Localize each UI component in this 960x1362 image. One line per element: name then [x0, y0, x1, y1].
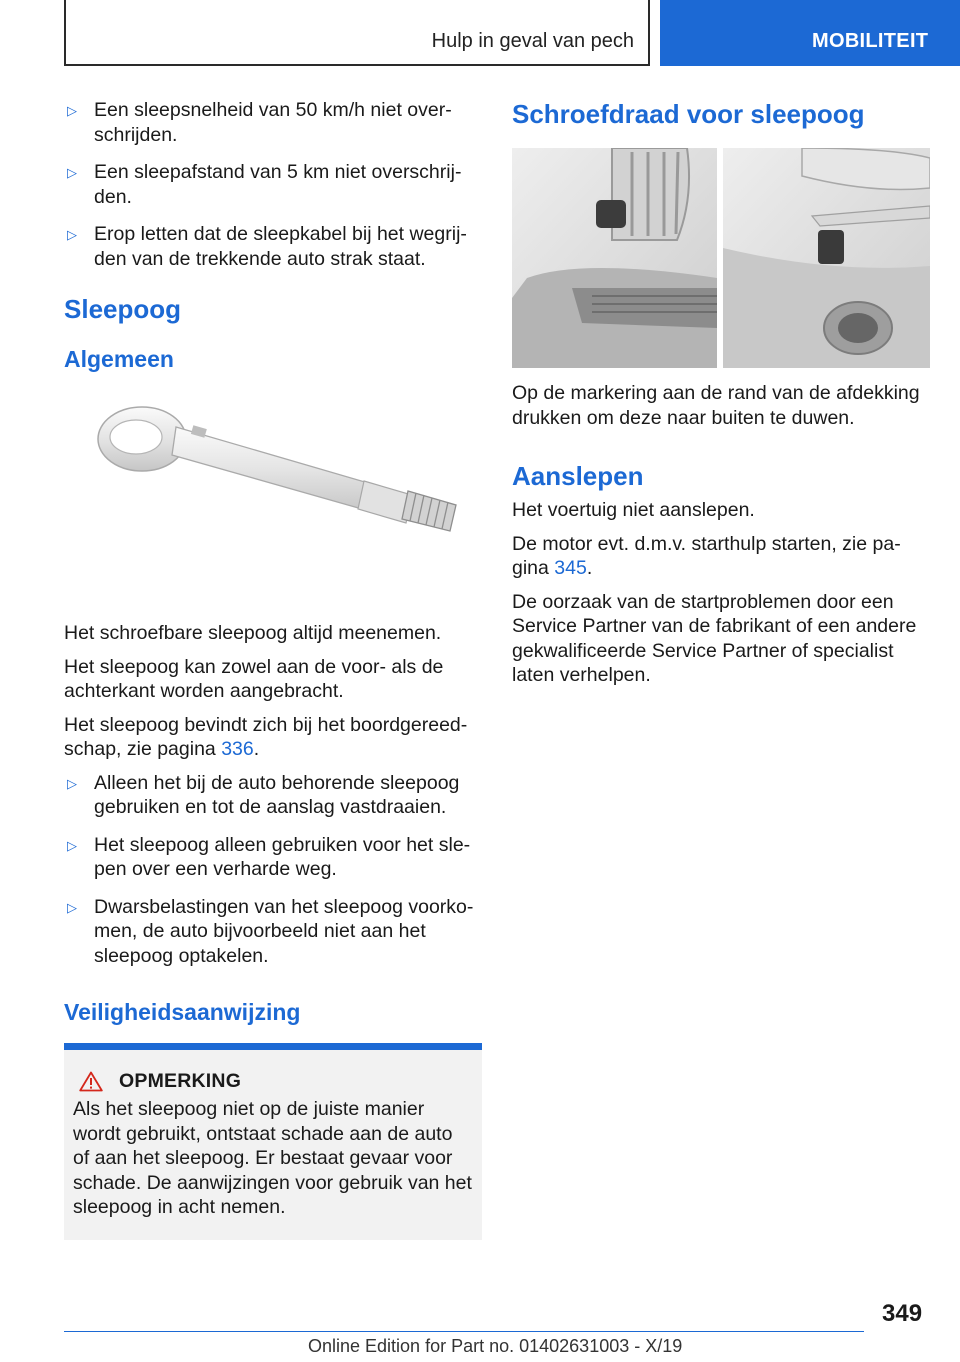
- paragraph-take-along: Het schroefbare sleepoog altijd meenemen.: [64, 622, 442, 644]
- tow-eye-illustration: [64, 379, 482, 615]
- triangle-bullet-icon: ▷: [67, 775, 77, 791]
- paragraph-service-partner: De oorzaak van de startproblemen door een Service Partner van de fabrikant of een andere gekwalificeerde Service Partner of specialist laten verhelpen.: [512, 590, 917, 686]
- header-section-box: [64, 0, 650, 66]
- paragraph-no-tow-start: Het voertuig niet aanslepen.: [512, 499, 755, 521]
- header-section-title: Hulp in geval van pech: [431, 30, 634, 52]
- header-chapter-label: MOBILITEIT: [812, 30, 929, 52]
- subheading-safety: Veiligheidsaanwijzing: [64, 999, 301, 1025]
- footer-edition: Online Edition for Part no. 01402631003 - X/19: [308, 1336, 683, 1356]
- triangle-bullet-icon: ▷: [67, 837, 77, 853]
- paragraph-location: Het sleepoog bevindt zich bij het boordgereedschap, zie pagina 336.: [64, 713, 468, 760]
- page-link-345[interactable]: 345: [554, 557, 587, 579]
- heading-sleepoog: Sleepoog: [64, 294, 182, 324]
- warning-title: OPMERKING: [119, 1070, 242, 1092]
- left-column: [64, 98, 482, 1240]
- heading-aanslepen: Aanslepen: [512, 461, 644, 491]
- header-chapter-tab[interactable]: [660, 0, 960, 66]
- list-item: ▷ Alleen het bij de auto behorende sleepoog gebruiken en tot de aanslag vastdraaien.: [67, 771, 460, 818]
- triangle-bullet-icon: ▷: [67, 103, 77, 118]
- footer-rule: [64, 1331, 864, 1332]
- triangle-bullet-icon: ▷: [67, 899, 77, 915]
- list-item: ▷ Een sleepafstand van 5 km niet overschrijden.: [67, 161, 462, 208]
- list-item: ▷ Dwarsbelastingen van het sleepoog voorkomen, de auto bijvoorbeeld niet aan het sleepoog optakelen.: [67, 895, 474, 967]
- list-item: ▷ Erop letten dat de sleepkabel bij het wegrijden van de trekkende auto strak staat.: [67, 223, 467, 270]
- list-item: ▷ Een sleepsnelheid van 50 km/h niet overschrijden.: [67, 99, 452, 146]
- page-link-336[interactable]: 336: [221, 738, 254, 760]
- warning-triangle-icon: [79, 1071, 103, 1092]
- tow-eye-bullet-list: [64, 771, 482, 969]
- paragraph-press-marking: Op de markering aan de rand van de afdekking drukken om deze naar buiten te duwen.: [512, 382, 920, 429]
- warning-rule: [64, 1043, 482, 1050]
- list-item: ▷ Het sleepoog alleen gebruiken voor het slepen over een verharde weg.: [67, 833, 471, 880]
- warning-box: [64, 1050, 482, 1240]
- subheading-algemeen: Algemeen: [64, 346, 174, 372]
- right-column: [512, 98, 930, 697]
- warning-header: [73, 1070, 473, 1093]
- paragraph-jump-start: De motor evt. d.m.v. starthulp starten, zie pagina 345.: [512, 532, 901, 579]
- paragraph-front-rear: Het sleepoog kan zowel aan de voor- als de achterkant worden aangebracht.: [64, 655, 444, 702]
- page-number: 349: [882, 1300, 923, 1327]
- heading-schroefdraad: Schroefdraad voor sleepoog: [512, 99, 865, 129]
- bumper-cover-photo: [512, 148, 930, 368]
- towing-bullet-list: [64, 98, 482, 271]
- warning-text: Als het sleepoog niet op de juiste manier wordt gebruikt, ontstaat schade aan de auto of aan het sleepoog. Er bestaat gevaar voor schade. De aanwijzingen voor gebruik van het sleepoog in acht nemen.: [73, 1098, 472, 1218]
- triangle-bullet-icon: ▷: [67, 227, 77, 242]
- triangle-bullet-icon: ▷: [67, 165, 77, 180]
